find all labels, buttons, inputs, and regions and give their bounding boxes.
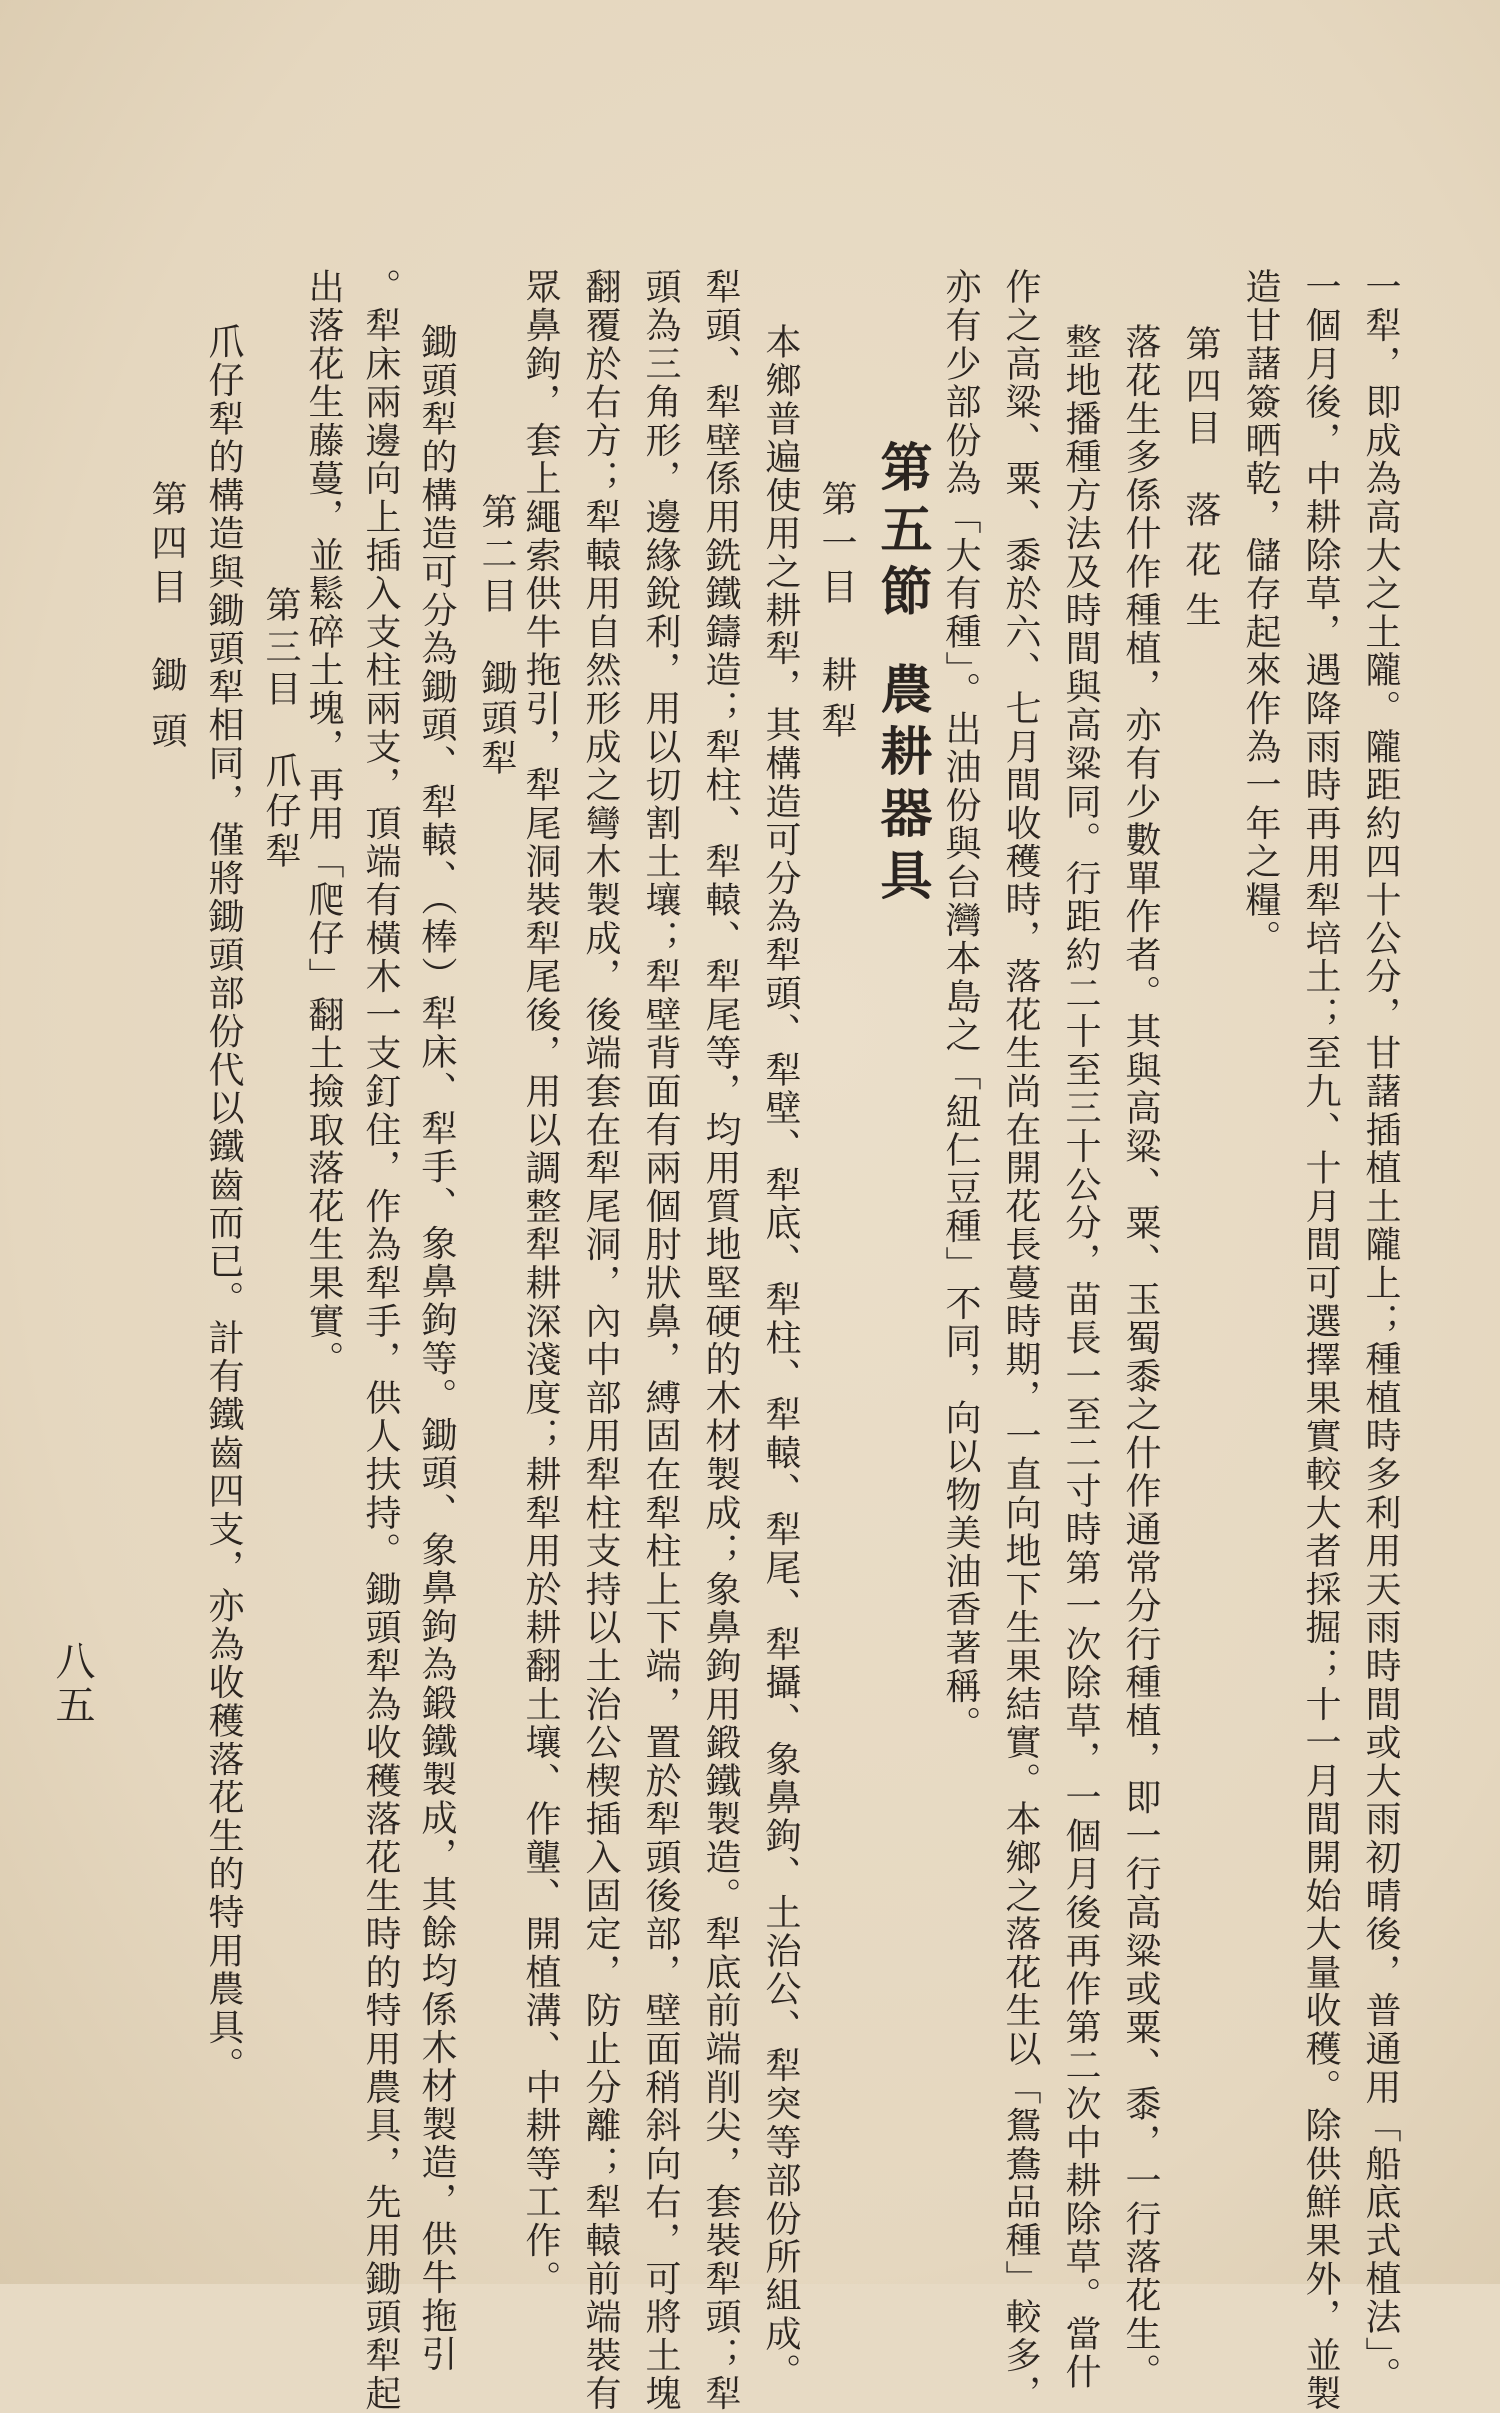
text-line: 作之高粱、粟、黍於六、七月間收穫時，落花生尚在開花長蔓時期，一直向地下生果結實。本鄉之落花生以「鴛鴦品種」較多， [1000,268,1041,2413]
text-line: 眾鼻鉤，套上繩索供牛拖引，犁尾洞裝犁尾後，用以調整犁耕深淺度；耕犁用於耕翻土壤、作壟、開植溝、中耕等工作。 [520,268,561,2298]
section-title: 農耕器具 [871,662,932,910]
subsection-label: 第一目 [816,480,857,612]
subsection-title: 耕犁 [816,656,857,748]
text-line: 鋤頭犁的構造可分為鋤頭、犁轅、（棒）犁床、犁手、象鼻鉤等。鋤頭、象鼻鉤為鍛鐵製成，其餘均係木材製造，供牛拖引 [416,323,457,2374]
text-line: 犁頭、犁壁係用銑鐵鑄造；犁柱、犁轅、犁尾等，均用質地堅硬的木材製成；象鼻鉤用鍛鐵製造。犁底前端削尖，套裝犁頭；犁 [700,268,741,2413]
text-line: 一個月後，中耕除草，遇降雨時再用犁培土；至九、十月間可選擇果實較大者採掘；十一月間開始大量收穫。除供鮮果外，並製 [1300,268,1341,2413]
subsection-heading-hoe-plow [476,493,517,779]
subsection-title: 鋤頭犁 [476,659,517,779]
subsection-title: 鋤頭 [146,656,187,768]
text-line: 翻覆於右方；犁轅用自然形成之彎木製成，後端套在犁尾洞，內中部用犁柱支持以土治公楔插入固定，防止分離；犁轅前端裝有 [580,268,621,2413]
subsection-heading-peanut [1180,325,1221,641]
text-line: 頭為三角形，邊緣銳利，用以切割土壤；犁壁背面有兩個肘狀鼻，縛固在犁柱上下端，置於犁頭後部，壁面稍斜向右，可將土塊 [640,268,681,2413]
text-line: 造甘藷簽晒乾，儲存起來作為一年之糧。 [1240,268,1281,958]
subsection-label: 第四目 [146,480,187,612]
text-line: 落花生多係什作種植，亦有少數單作者。其與高粱、粟、玉蜀黍之什作通常分行種植，即一行高粱或粟、黍，一行落花生。 [1120,323,1161,2392]
text-line: 整地播種方法及時間與高粱同。行距約二十至三十公分，苗長一至二寸時第一次除草，一個月後再作第二次中耕除草。當什 [1060,323,1101,2392]
section-heading [871,440,932,910]
page-number: 八五 [49,1640,95,1728]
subsection-label: 第二目 [476,493,517,619]
text-line: 本鄉普遍使用之耕犁，其構造可分為犁頭、犁壁、犁底、犁柱、犁轅、犁尾、犁攝、象鼻鉤、土治公、犁突等部份所組成。 [760,323,801,2392]
subsection-label: 第四目 [1180,325,1221,451]
subsection-title: 爪仔犁 [260,752,301,872]
subsection-heading-claw-plow [260,586,301,872]
text-line: 爪仔犁的構造與鋤頭犁相同，僅將鋤頭部份代以鐵齒而已。計有鐵齒四支，亦為收穫落花生的特用農具。 [203,323,244,2085]
text-line: 出落花生藤蔓，並鬆碎土塊，再用「爬仔」翻土撿取落花生果實。 [303,268,344,1379]
subsection-heading-plow [816,480,857,748]
subsection-heading-hoe [146,480,187,768]
text-line: 。犁床兩邊向上插入支柱兩支，頂端有橫木一支釘住，作為犁手，供人扶持。鋤頭犁為收穫落花生時的特用農具，先用鋤頭犁起 [360,268,401,2413]
text-line: 一犁，即成為高大之土隴。隴距約四十公分，甘藷插植土隴上；種植時多利用天雨時間或大雨初晴後，普通用「船底式植法」。 [1360,268,1401,2395]
section-label: 第五節 [871,440,932,626]
subsection-label: 第三目 [260,586,301,712]
subsection-title: 落花生 [1180,491,1221,641]
text-line: 亦有少部份為「大有種」。出油份與台灣本島之「紐仁豆種」不同，向以物美油香著稱。 [940,268,981,1744]
